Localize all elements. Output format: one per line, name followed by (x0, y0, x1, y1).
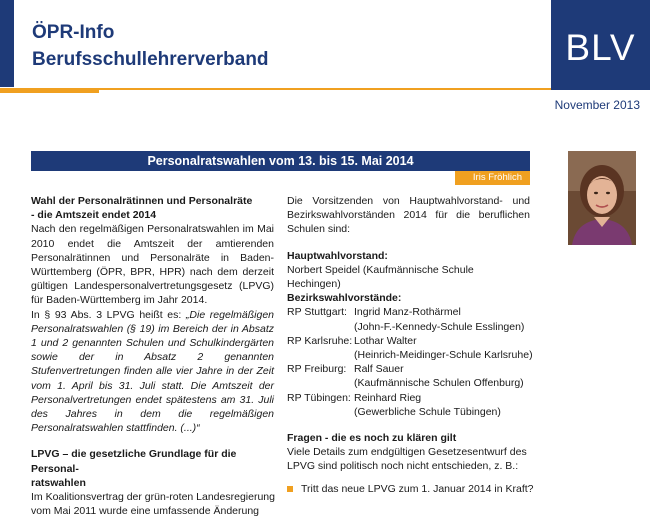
board-school: (Gewerbliche Schule Tübingen) (354, 405, 501, 418)
board-school: (John-F.-Kennedy-Schule Esslingen) (354, 320, 525, 333)
board-school: (Kaufmännische Schulen Offenburg) (354, 377, 524, 390)
board-row (287, 362, 530, 376)
logo-underline (0, 90, 99, 93)
paragraph-koalition: Im Koalitionsvertrag der grün-roten Landesregierung (31, 491, 275, 504)
left-column (31, 194, 274, 518)
board-region: RP Stuttgart: (287, 306, 347, 319)
right-column (287, 194, 534, 496)
author-photo (568, 151, 636, 245)
brand-bar (0, 0, 14, 87)
board-row (287, 391, 530, 405)
issue-date: November 2013 (554, 98, 640, 112)
author-tag: Iris Fröhlich (455, 171, 530, 185)
section-heading-lpvg-line2: ratswahlen (31, 476, 86, 489)
board-region: RP Karlsruhe: (287, 334, 353, 347)
quote-text: „Die regelmäßigen Personalratswahlen (§ 19) im Bereich der in Absatz 1 und 2 genannten Schulen und Schulkindergärten sowie der in Absatz 2 genannten Stufenvertretungen finden alle vier Jahre in der Zeit vom 1. April bis 31. Juli statt. Die Amtszeit der Personalvertretungen endet spätestens am 31. Juli des Jahres in dem die regelmäßigen Personalratswahlen stattfinden. (...)“ (31, 308, 274, 435)
newsletter-title: ÖPR-Info (32, 22, 115, 43)
board-name: Ingrid Manz-Rothärmel (354, 306, 461, 319)
article-title-banner: Personalratswahlen vom 13. bis 15. Mai 2014 (31, 151, 530, 171)
board-row (287, 305, 530, 319)
portrait-image (568, 151, 636, 245)
bullet-text: Tritt das neue LPVG zum 1. Januar 2014 in Kraft? (301, 482, 534, 495)
paragraph-amtszeit: Nach den regelmäßigen Personalratswahlen im Mai 2010 endet die Amtszeit der amtierenden Personalrätinnen und Personalräte in Baden-Württemberg (ÖPR, BPR, HPR) nach dem derzeit gültigen Landespersonalvertretungsgesetz (LPVG) für Baden-Württemberg im Jahr 2014. (31, 223, 274, 307)
header (0, 0, 551, 88)
board-name: Lothar Walter (354, 334, 417, 347)
logo-text: BLV (565, 27, 636, 68)
board-region: RP Tübingen: (287, 391, 351, 404)
board-name: Reinhard Rieg (354, 391, 422, 404)
board-row (287, 334, 530, 348)
bullet-item (287, 482, 534, 496)
heading-fragen: Fragen - die es noch zu klären gilt (287, 432, 457, 445)
board-name: Ralf Sauer (354, 363, 404, 376)
paragraph-vorsitzende: Die Vorsitzenden von Hauptwahlvorstand- und Bezirkswahlvorständen 2014 für die beruflichen Schulen sind: (287, 195, 530, 236)
section-heading-amtszeit: Wahl der Personalrätinnen und Personalräte (31, 195, 253, 207)
heading-bezirkswahlvorstaende: Bezirkswahlvorstände: (287, 292, 402, 305)
bullet-square-icon (287, 486, 293, 492)
quote-intro: In § 93 Abs. 3 LPVG heißt es: (31, 308, 186, 321)
paragraph-fragen: Viele Details zum endgültigen Gesetzesentwurf des LPVG sind politisch noch nicht entschieden, z. B.: (287, 446, 527, 473)
hauptwahlvorstand-entry: Norbert Speidel (Kaufmännische Schule Hechingen) (287, 263, 474, 291)
blv-logo (551, 0, 650, 90)
board-region: RP Freiburg: (287, 363, 347, 376)
section-heading-lpvg: LPVG – die gesetzliche Grundlage für die Personal- (31, 448, 237, 475)
paragraph-lpvg-quote (31, 308, 274, 436)
heading-hauptwahlvorstand: Hauptwahlvorstand: (287, 249, 388, 262)
paragraph-koalition-line2: vom Mai 2011 wurde eine umfassende Änderung (31, 505, 260, 518)
board-school: (Heinrich-Meidinger-Schule Karlsruhe) (354, 349, 533, 362)
section-heading-amtszeit-line2: - die Amtszeit endet 2014 (31, 209, 157, 222)
organization-name: Berufsschullehrerverband (32, 49, 269, 70)
